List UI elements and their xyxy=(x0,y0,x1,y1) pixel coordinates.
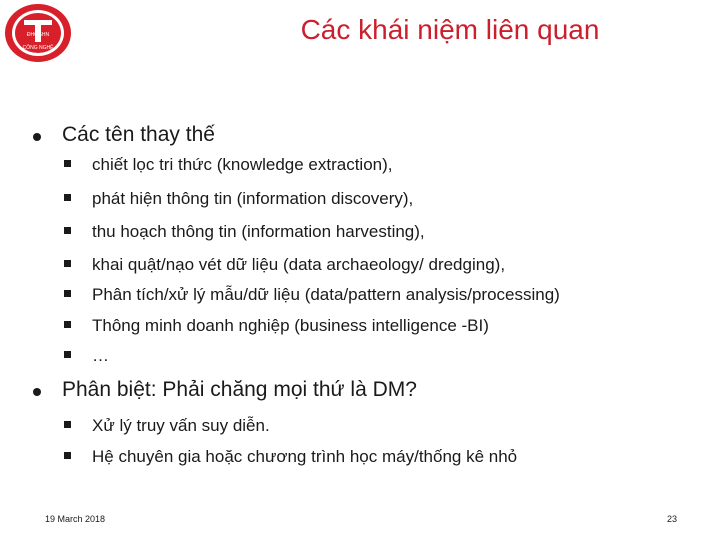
sub-bullet: Xử lý truy vấn suy diễn. xyxy=(92,416,270,435)
square-bullet-icon xyxy=(64,260,71,267)
sub-bullet: … xyxy=(92,346,109,365)
square-bullet-icon xyxy=(64,421,71,428)
bullet-dot-icon xyxy=(33,133,41,141)
bullet-dot-icon xyxy=(33,388,41,396)
footer-date: 19 March 2018 xyxy=(45,514,106,524)
sub-bullet: Hệ chuyên gia hoặc chương trình học máy/thống kê nhỏ xyxy=(92,447,518,466)
sub-bullet: Thông minh doanh nghiệp (business intelligence -BI) xyxy=(92,316,489,335)
page-number: 23 xyxy=(666,514,677,524)
square-bullet-icon xyxy=(64,227,71,234)
square-bullet-icon xyxy=(64,452,71,459)
university-logo xyxy=(2,2,74,64)
sub-bullet: thu hoạch thông tin (information harvesting), xyxy=(92,222,425,241)
logo-text-bottom: CÔNG NGHỆ xyxy=(22,45,54,51)
sub-bullet: phát hiện thông tin (information discovery), xyxy=(92,189,414,208)
square-bullet-icon xyxy=(64,160,71,167)
square-bullet-icon xyxy=(64,351,71,358)
slide-title: Các khái niệm liên quan xyxy=(300,14,600,45)
sub-bullet: khai quật/nạo vét dữ liệu (data archaeology/ dredging), xyxy=(92,255,506,274)
bullet-level1: Các tên thay thế xyxy=(62,123,215,146)
square-bullet-icon xyxy=(64,321,71,328)
square-bullet-icon xyxy=(64,194,71,201)
sub-bullet: Phân tích/xử lý mẫu/dữ liệu (data/pattern analysis/processing) xyxy=(92,285,560,304)
bullet-level1: Phân biệt: Phải chăng mọi thứ là DM? xyxy=(62,378,417,401)
square-bullet-icon xyxy=(64,290,71,297)
logo-text-top: ĐHQGHN xyxy=(26,32,50,38)
sub-bullet: chiết lọc tri thức (knowledge extraction), xyxy=(92,155,393,174)
